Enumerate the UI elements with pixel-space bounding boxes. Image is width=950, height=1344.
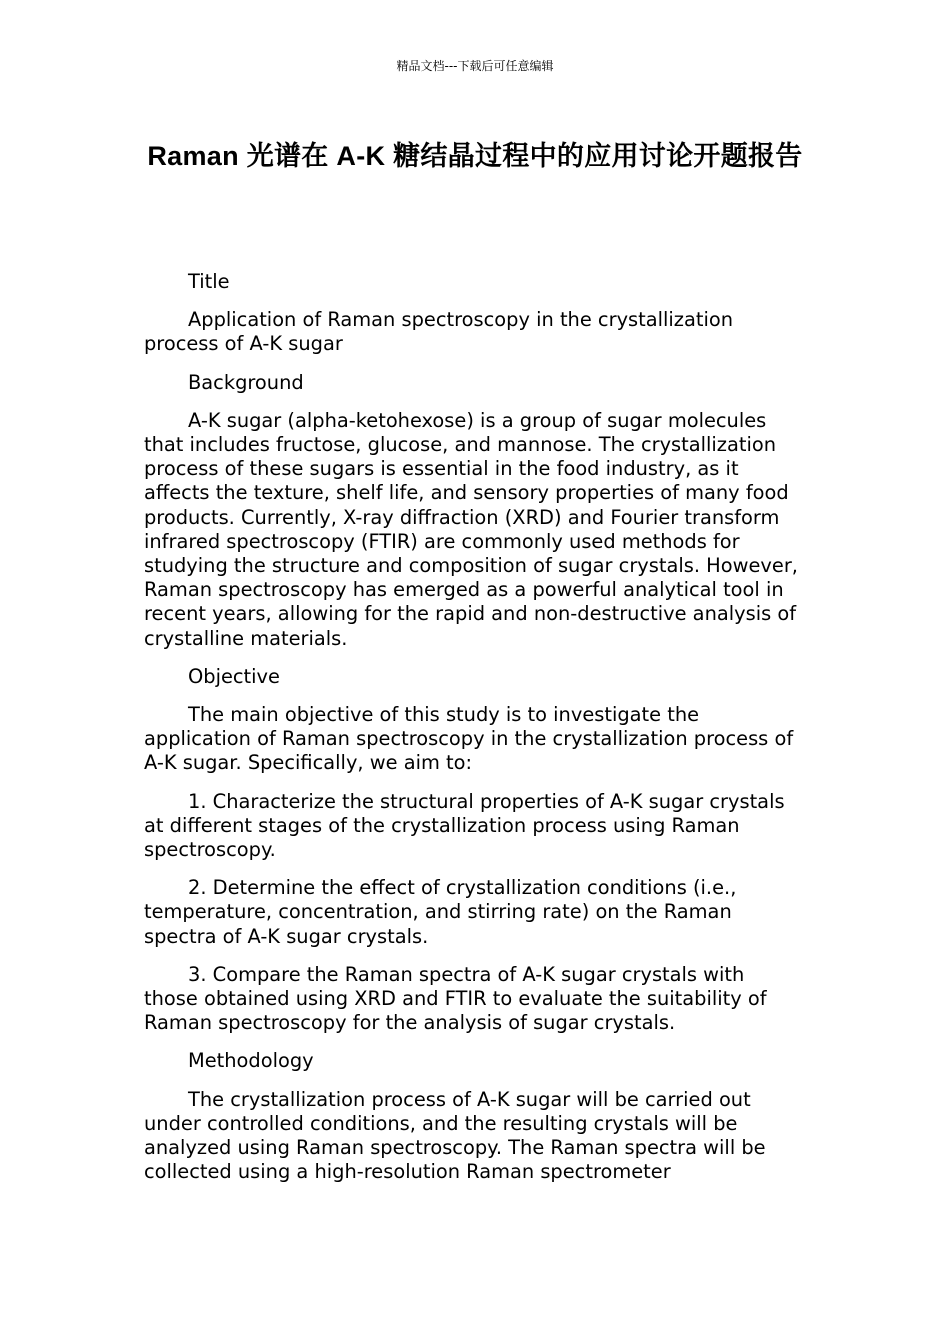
objective-item-2: 2. Determine the effect of crystallization conditions (i.e., temperature, concentration, and stirring rate) on the Raman spectra of A-K sugar crystals. [144,876,737,948]
methodology-text: The crystallization process of A-K sugar will be carried out under controlled conditions, and the resulting crystals will be analyzed using Raman spectroscopy. The Raman spectra will be collected using a high-resolution Raman spectrometer [144,1087,766,1184]
objective-text: The main objective of this study is to investigate the application of Raman spectroscopy in the crystallization process of A-K sugar. Specifically, we aim to: [144,703,794,775]
objective-item-1: 1. Characterize the structural properties of A-K sugar crystals at different stages of the crystallization process using Raman spectroscopy. [144,789,785,862]
heading-objective: Objective [188,664,280,688]
document-body [144,270,799,1199]
page-header: 精品文档---下载后可任意编辑 [396,59,554,73]
heading-background: Background [188,370,304,394]
heading-methodology: Methodology [188,1049,314,1073]
background-text: A-K sugar (alpha-ketohexose) is a group of sugar molecules that includes fructose, glucose, and mannose. The crystallization process of these sugars is essential in the food industry, as it affects the texture, shelf life, and sensory properties of many food products. Currently, X-ray diffraction (XRD) and Fourier transform infrared spectroscopy (FTIR) are commonly used methods for studying the structure and composition of sugar crystals. However, Raman spectroscopy has emerged as a powerful analytical tool in recent years, allowing for the rapid and non-destructive analysis of crystalline materials. [144,408,798,650]
document-title: Raman 光谱在 A-K 糖结晶过程中的应用讨论开题报告 [147,141,803,171]
heading-title: Title [188,270,230,293]
title-text: Application of Raman spectroscopy in the crystallization process of A-K sugar [144,308,733,356]
objective-item-3: 3. Compare the Raman spectra of A-K sugar crystals with those obtained using XRD and FTIR to evaluate the suitability of Raman spectroscopy for the analysis of sugar crystals. [144,962,767,1035]
